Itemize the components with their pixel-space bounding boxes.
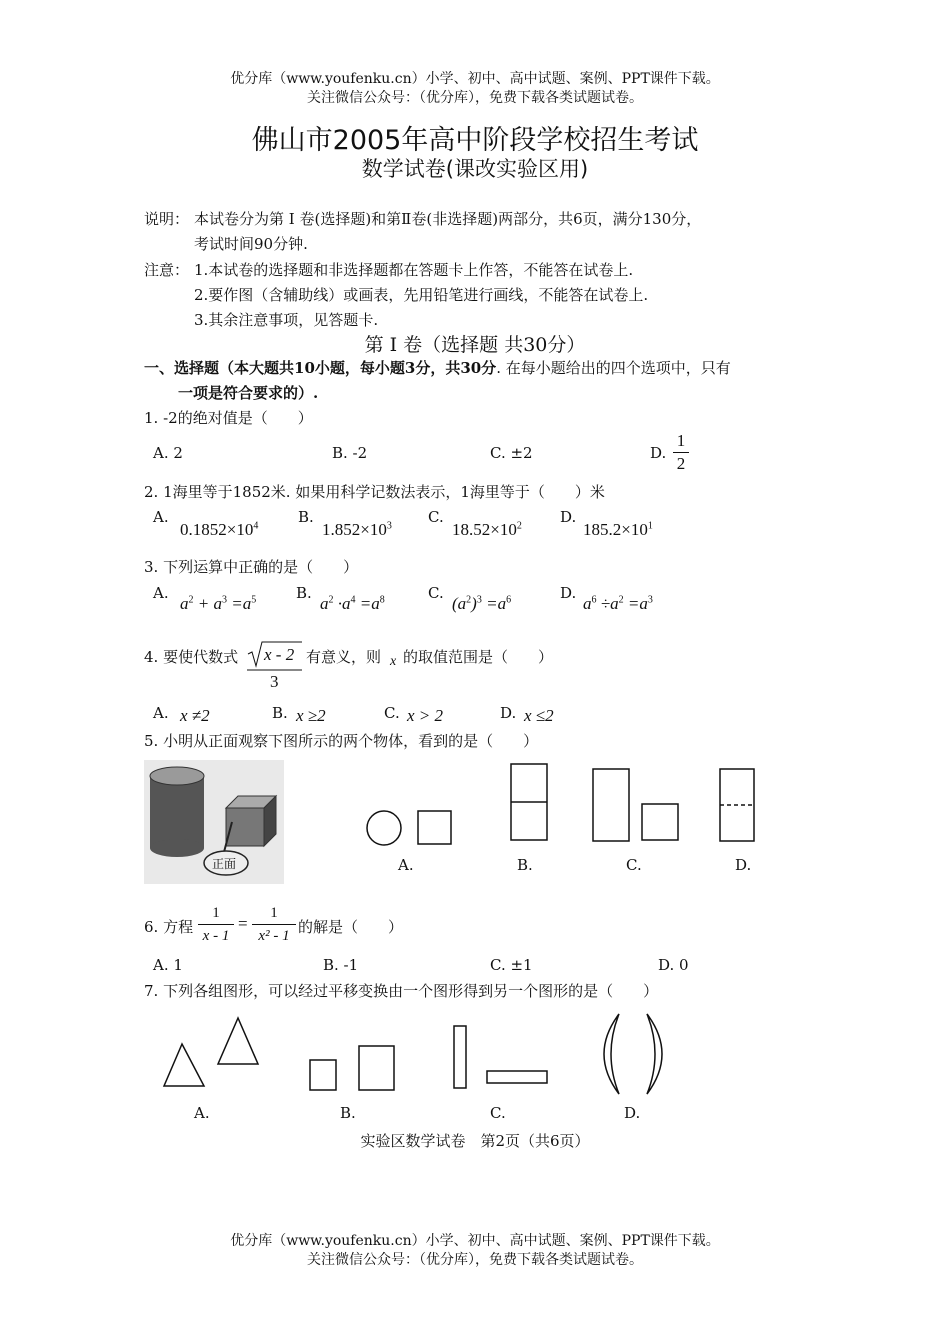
q7-option-b: B. xyxy=(340,1104,356,1122)
q5-option-a: A. xyxy=(398,856,414,874)
q3-option-c: C. xyxy=(428,584,444,602)
notes-label: 注意： xyxy=(144,261,190,279)
instructions-line-2: 考试时间90分钟. xyxy=(194,235,308,253)
q1-fraction-num: 1 xyxy=(676,431,686,450)
section-heading-rest: . 在每小题给出的四个选项中，只有 xyxy=(496,359,731,377)
q6-left-num: 1 xyxy=(212,905,220,921)
q5-option-b: B. xyxy=(517,856,533,874)
q3-expr-c: $(a^2)^3 =a^6$ xyxy=(452,594,512,613)
q7-option-c: C. xyxy=(490,1104,506,1122)
footer-line-2: 关注微信公众号：（优分库），免费下载各类试题试卷。 xyxy=(307,1252,643,1268)
q3-stem: 3. 下列运算中正确的是（ ） xyxy=(144,558,359,576)
q5-option-c-figure xyxy=(590,766,690,846)
q4-option-a: A. xyxy=(153,704,169,722)
q3-expr-a: $a^2 + a^3 =a^5$ xyxy=(180,594,257,613)
q1-stem: 1. -2的绝对值是（ ） xyxy=(144,409,313,427)
q2-expr-a-exp: 4 xyxy=(253,520,259,532)
q5-stem: 5. 小明从正面观察下图所示的两个物体，看到的是（ ） xyxy=(144,732,539,750)
q6-fraction-right xyxy=(252,903,296,946)
section-heading-bold: 一、选择题（本大题共10小题，每小题3分，共30分 xyxy=(144,359,497,377)
q1-fraction-bar xyxy=(673,452,689,453)
q4-denominator: 3 xyxy=(270,672,279,691)
q6-stem-pre: 6. 方程 xyxy=(144,918,194,936)
q3-option-b: B. xyxy=(296,584,312,602)
q2-expr-d-base: 185.2×10 xyxy=(583,520,648,539)
q6-option-b: B. -1 xyxy=(323,956,359,974)
q4-stem-end: 的取值范围是（ ） xyxy=(403,648,554,666)
q3-expr-d: $a^6 \div a^2 =a^3$ xyxy=(583,594,653,613)
q2-stem: 2. 1海里等于1852米. 如果用科学记数法表示，1海里等于（ ）米 xyxy=(144,483,605,501)
q6-equals: = xyxy=(238,914,248,933)
q7-option-a: A. xyxy=(194,1104,210,1122)
q2-expr-a xyxy=(180,520,258,540)
q3-option-d: D. xyxy=(560,584,577,602)
q4-stem-post: 有意义，则 xyxy=(306,648,382,666)
q1-option-c: C. ±2 xyxy=(490,444,533,462)
q1-fraction-den: 2 xyxy=(676,454,686,473)
section-heading xyxy=(144,357,731,378)
notes-line-3: 3.其余注意事项，见答题卡. xyxy=(194,311,379,329)
q2-expr-a-base: 0.1852×10 xyxy=(180,520,254,539)
q7-option-d: D. xyxy=(624,1104,641,1122)
q7-option-c-figure xyxy=(450,1022,560,1092)
q4-expr-d: x ≤2 xyxy=(524,706,554,725)
header-line-2: 关注微信公众号：（优分库），免费下载各类试题试卷。 xyxy=(307,90,643,106)
q3-option-a: A. xyxy=(153,584,169,602)
section-title: 第 I 卷（选择题 共30分） xyxy=(364,334,586,356)
q2-expr-b-exp: 3 xyxy=(386,520,392,532)
q2-expr-c-exp: 2 xyxy=(516,520,522,532)
q4-expr-c: x > 2 xyxy=(407,706,444,725)
q5-objects-photo xyxy=(144,760,284,884)
q6-option-a: A. 1 xyxy=(153,956,183,974)
footer-line-1: 优分库（www.youfenku.cn）小学、初中、高中试题、案例、PPT课件下载。 xyxy=(230,1233,720,1249)
q1-option-b: B. -2 xyxy=(332,444,368,462)
q4-expr-b: x ≥2 xyxy=(296,706,326,725)
q4-variable: x xyxy=(390,654,397,669)
q5-option-a-figure xyxy=(360,770,460,860)
q6-stem-post: 的解是（ ） xyxy=(298,918,404,936)
q6-option-c: C. ±1 xyxy=(490,956,533,974)
q6-fraction-left xyxy=(198,903,234,946)
page-subtitle: 数学试卷(课改实验区用) xyxy=(361,157,589,181)
q7-option-a-figure xyxy=(160,1010,270,1100)
q4-radical-fraction xyxy=(246,640,304,692)
q2-option-c: C. xyxy=(428,508,444,526)
q2-expr-c xyxy=(452,520,522,540)
q5-front-label: 正面 xyxy=(212,857,237,871)
q6-right-num: 1 xyxy=(270,905,278,921)
notes-line-1: 1.本试卷的选择题和非选择题都在答题卡上作答，不能答在试卷上. xyxy=(194,261,634,279)
q4-option-b: B. xyxy=(272,704,288,722)
page-title: 佛山市2005年高中阶段学校招生考试 xyxy=(251,125,699,156)
q7-stem: 7. 下列各组图形，可以经过平移变换由一个图形得到另一个图形的是（ ） xyxy=(144,982,659,1000)
q6-right-den: x² - 1 xyxy=(258,928,290,944)
q2-option-b: B. xyxy=(298,508,314,526)
q2-option-a: A. xyxy=(153,508,169,526)
q4-radicand: x - 2 xyxy=(264,645,295,664)
q5-option-c: C. xyxy=(626,856,642,874)
q6-option-d: D. 0 xyxy=(658,956,689,974)
q4-option-c: C. xyxy=(384,704,400,722)
q5-option-b-figure xyxy=(505,760,555,845)
q5-option-d-figure xyxy=(716,766,760,846)
q3-expr-b: $a^2 \cdot a^4 =a^8$ xyxy=(320,594,385,613)
q2-option-d: D. xyxy=(560,508,577,526)
q2-expr-d-exp: 1 xyxy=(647,520,653,532)
q2-expr-b-base: 1.852×10 xyxy=(322,520,387,539)
instructions-line-1: 本试卷分为第 I 卷(选择题)和第Ⅱ卷(非选择题)两部分，共6页，满分130分， xyxy=(194,210,702,228)
q4-stem-pre: 4. 要使代数式 xyxy=(144,648,239,666)
q4-option-d: D. xyxy=(500,704,517,722)
q6-right-bar xyxy=(252,924,296,925)
q4-expr-a: x ≠2 xyxy=(180,706,210,725)
q2-expr-b xyxy=(322,520,392,540)
q7-option-b-figure xyxy=(305,1040,405,1100)
header-line-1: 优分库（www.youfenku.cn）小学、初中、高中试题、案例、PPT课件下载。 xyxy=(230,71,720,87)
q1-fraction xyxy=(673,431,689,474)
q6-left-den: x - 1 xyxy=(202,928,230,944)
q5-option-d: D. xyxy=(735,856,752,874)
q7-option-d-figure xyxy=(595,1010,675,1095)
q6-left-bar xyxy=(198,924,234,925)
q1-option-d: D. xyxy=(650,444,667,462)
page-footer: 实验区数学试卷 第2页（共6页） xyxy=(360,1132,590,1150)
section-heading-line-2: 一项是符合要求的）. xyxy=(178,384,319,402)
notes-line-2: 2.要作图（含辅助线）或画表，先用铅笔进行画线，不能答在试卷上. xyxy=(194,286,649,304)
q2-expr-d xyxy=(583,520,653,540)
instructions-label: 说明： xyxy=(144,210,190,228)
q1-option-a: A. 2 xyxy=(153,444,183,462)
q2-expr-c-base: 18.52×10 xyxy=(452,520,517,539)
